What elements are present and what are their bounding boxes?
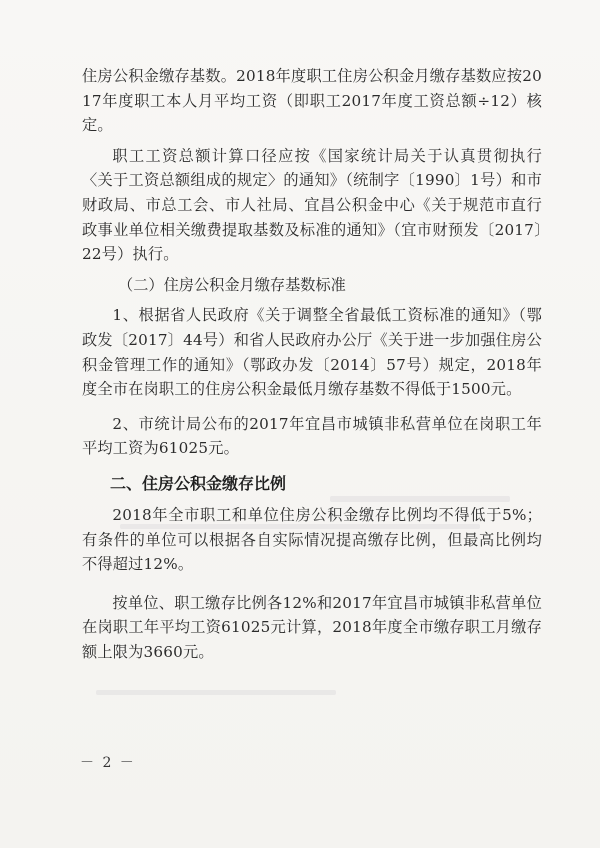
item-minimum-base: 1、根据省人民政府《关于调整全省最低工资标准的通知》（鄂政发〔2017〕44号）和省人民政府办公厅《关于进一步加强住房公积金管理工作的通知》（鄂政办发〔2014〕57号）规定，2018年度全市在岗职工的住房公积金最低月缴存基数不得低于1500元。: [82, 306, 542, 399]
paragraph-base-continuation: 住房公积金缴存基数。2018年度职工住房公积金月缴存基数应按2017年度职工本人月平均工资（即职工2017年度工资总额÷12）核定。: [82, 67, 542, 135]
paragraph-wage-calculation: 职工工资总额计算口径应按《国家统计局关于认真贯彻执行〈关于工资总额组成的规定〉的通知》（统制字〔1990〕1号）和市财政局、市总工会、市人社局、宜昌公积金中心《关于规范市直行政事业单位相关缴费提取基数及标准的通知》（宜市财预发〔2017〕22号）执行。: [82, 146, 542, 264]
page-number: － 2 －: [80, 755, 136, 771]
item-average-wage: 2、市统计局公布的2017年宜昌市城镇非私营单位在岗职工年平均工资为61025元。: [82, 414, 542, 458]
show-through-mark: [96, 690, 336, 695]
paragraph-contribution-cap: 按单位、职工缴存比例各12%和2017年宜昌市城镇非私营单位在岗职工年平均工资61025元计算，2018年度全市缴存职工月缴存额上限为3660元。: [82, 593, 542, 661]
paragraph-contribution-rate: 2018年全市职工和单位住房公积金缴存比例均不得低于5%；有条件的单位可以根据各自实际情况提高缴存比例，但最高比例均不得超过12%。: [82, 505, 542, 574]
subheading-base-standard: （二）住房公积金月缴存基数标准: [118, 275, 346, 294]
section-heading-contribution-rate: 二、住房公积金缴存比例: [110, 473, 287, 493]
document-body: [82, 64, 542, 664]
